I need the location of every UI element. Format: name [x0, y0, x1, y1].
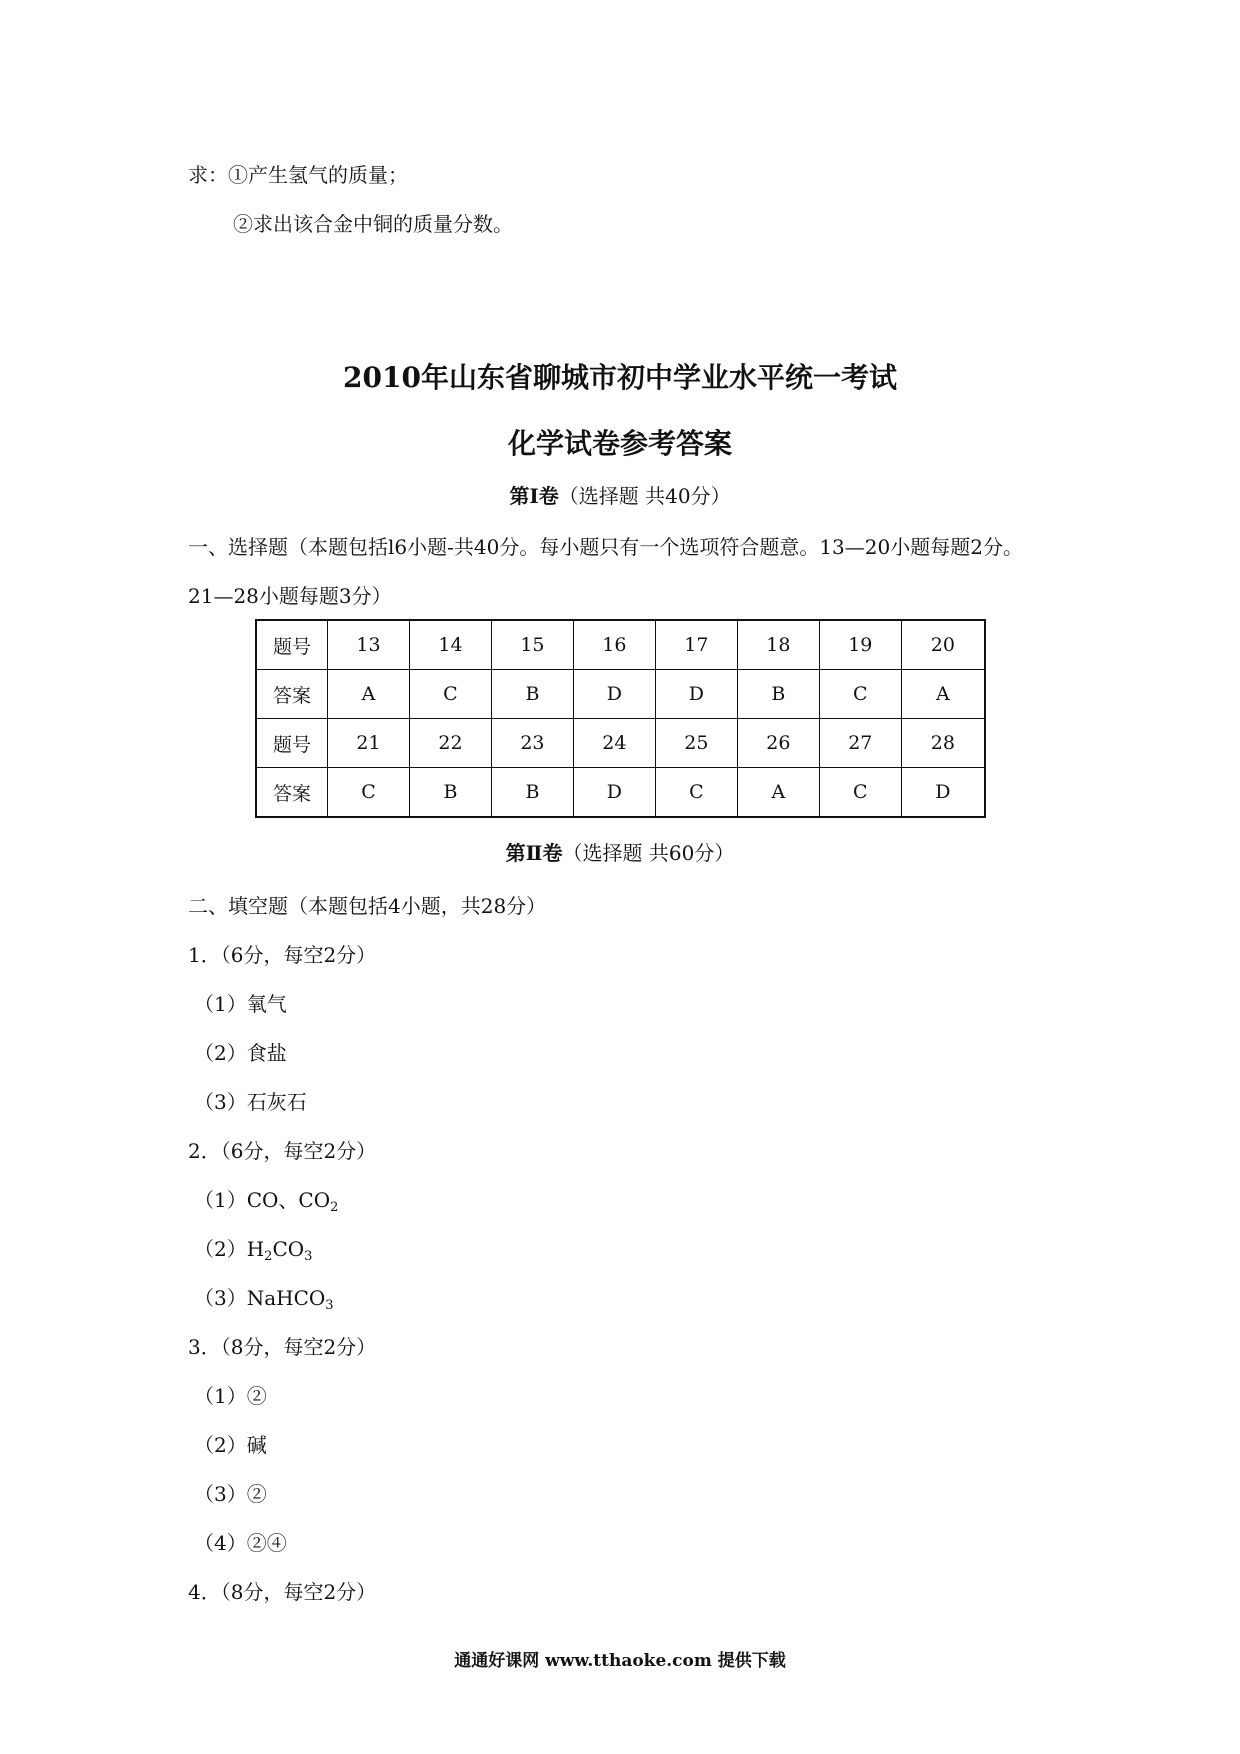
- table-cell: B: [491, 670, 573, 719]
- q3-heading: 3．（8分，每空2分）: [188, 1335, 377, 1359]
- table-cell: 27: [819, 719, 901, 768]
- part2-heading: [0, 841, 1240, 865]
- q2-heading: 2．（6分，每空2分）: [188, 1139, 377, 1163]
- table-cell: 20: [901, 620, 985, 670]
- part1-heading: [0, 484, 1240, 508]
- q2-a1-subscript: 2: [330, 1200, 339, 1215]
- q3-answer-3: （3）②: [194, 1482, 267, 1506]
- part2-name: 第Ⅱ卷: [505, 841, 563, 865]
- table-cell: 24: [573, 719, 655, 768]
- q2-a2-subscript-2: 3: [304, 1249, 313, 1264]
- table-cell: B: [491, 768, 573, 818]
- prev-question-ask2: ②求出该合金中铜的质量分数。: [233, 212, 513, 236]
- row-label: 答案: [256, 670, 328, 719]
- section1-line2: 21—28小题每题3分）: [188, 584, 392, 608]
- table-cell: 21: [328, 719, 410, 768]
- q2-answer-1: [194, 1188, 339, 1215]
- table-cell: D: [655, 670, 737, 719]
- table-cell: C: [819, 768, 901, 818]
- row-label: 题号: [256, 620, 328, 670]
- table-cell: 25: [655, 719, 737, 768]
- table-row: [256, 719, 985, 768]
- q1-heading: 1．（6分，每空2分）: [188, 943, 377, 967]
- answer-table: [255, 619, 986, 818]
- table-cell: 28: [901, 719, 985, 768]
- section1-line1: 一、选择题（本题包括l6小题-共40分。每小题只有一个选项符合题意。13—20小题每题2分。: [188, 535, 1023, 559]
- table-cell: 13: [328, 620, 410, 670]
- table-cell: A: [328, 670, 410, 719]
- q2-a2-subscript-1: 2: [264, 1249, 273, 1264]
- table-cell: 17: [655, 620, 737, 670]
- row-label: 题号: [256, 719, 328, 768]
- table-cell: C: [328, 768, 410, 818]
- table-cell: D: [573, 670, 655, 719]
- q2-a3-text: （3）NaHCO: [194, 1286, 326, 1310]
- table-cell: 22: [409, 719, 491, 768]
- table-cell: C: [655, 768, 737, 818]
- table-cell: B: [409, 768, 491, 818]
- q3-answer-1: （1）②: [194, 1384, 267, 1408]
- part1-name: 第Ⅰ卷: [509, 484, 559, 508]
- q1-answer-3: （3）石灰石: [194, 1090, 307, 1114]
- table-cell: 26: [737, 719, 819, 768]
- table-cell: D: [901, 768, 985, 818]
- q2-a3-subscript: 3: [325, 1298, 334, 1313]
- table-cell: 19: [819, 620, 901, 670]
- q2-a2-text-mid: CO: [272, 1237, 305, 1261]
- table-cell: 18: [737, 620, 819, 670]
- table-row: [256, 670, 985, 719]
- q2-answer-2: [194, 1237, 313, 1264]
- table-row: [256, 768, 985, 818]
- q2-answer-3: [194, 1286, 334, 1313]
- q1-answer-2: （2）食盐: [194, 1041, 287, 1065]
- table-cell: 14: [409, 620, 491, 670]
- part2-desc: （选择题 共60分）: [562, 841, 735, 865]
- section2-heading: 二、填空题（本题包括4小题，共28分）: [188, 894, 547, 918]
- table-cell: B: [737, 670, 819, 719]
- q4-heading: 4．（8分，每空2分）: [188, 1580, 377, 1604]
- part1-desc: （选择题 共40分）: [558, 484, 731, 508]
- table-cell: D: [573, 768, 655, 818]
- table-cell: A: [901, 670, 985, 719]
- prev-question-ask: 求：①产生氢气的质量；: [188, 163, 408, 187]
- table-cell: C: [409, 670, 491, 719]
- q3-answer-4: （4）②④: [194, 1531, 287, 1555]
- table-cell: A: [737, 768, 819, 818]
- q2-a1-text: （1）CO、CO: [194, 1188, 331, 1212]
- page-title: 2010年山东省聊城市初中学业水平统一考试: [343, 361, 897, 394]
- table-cell: 15: [491, 620, 573, 670]
- page-footer: 通通好课网 www.tthaoke.com 提供下载: [454, 1651, 786, 1671]
- row-label: 答案: [256, 768, 328, 818]
- table-cell: 23: [491, 719, 573, 768]
- q3-answer-2: （2）碱: [194, 1433, 267, 1457]
- page-subtitle: 化学试卷参考答案: [507, 427, 732, 460]
- table-row: [256, 620, 985, 670]
- table-cell: 16: [573, 620, 655, 670]
- q2-a2-text: （2）H: [194, 1237, 265, 1261]
- q1-answer-1: （1）氧气: [194, 992, 287, 1016]
- table-cell: C: [819, 670, 901, 719]
